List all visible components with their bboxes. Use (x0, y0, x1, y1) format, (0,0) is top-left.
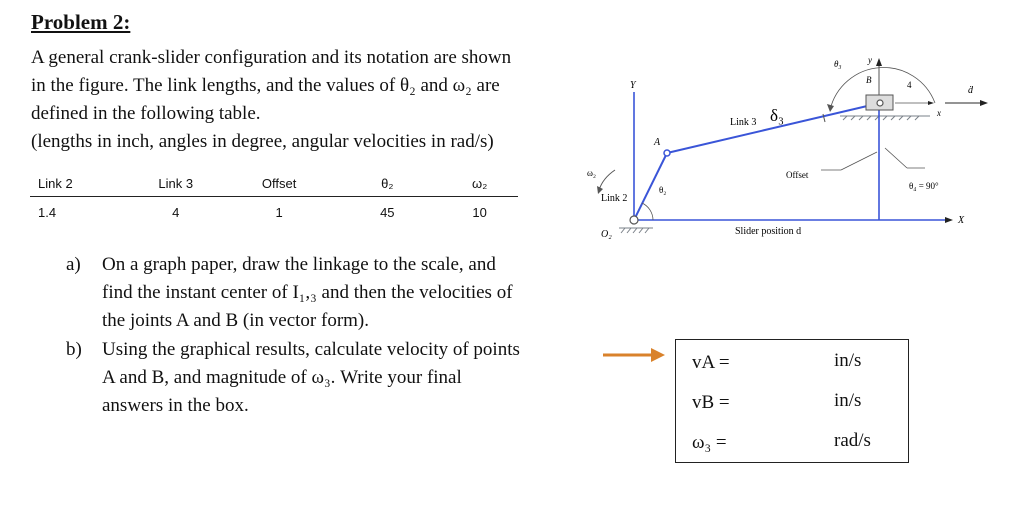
omega2-arrow-icon (599, 170, 615, 190)
table-header-row (30, 170, 518, 197)
answer-omega3-unit: rad/s (834, 430, 871, 451)
pivot-a (664, 150, 670, 156)
link3-label: Link 3 (730, 117, 757, 128)
pointer-arrow-icon (603, 345, 667, 365)
theta2-arc (642, 203, 653, 220)
d-dot-arrow-icon (980, 100, 988, 106)
ground-hatch-slider (840, 116, 930, 120)
offset-label: Offset (786, 170, 809, 180)
value-omega2: 10 (472, 204, 487, 220)
parameter-table (30, 170, 518, 227)
local-y-arrow-icon (876, 58, 882, 66)
theta2-label: θ₂ (659, 185, 667, 195)
slider-position-label: Slider position d (735, 226, 802, 237)
x-axis-arrow-icon (945, 217, 953, 223)
value-link3: 4 (172, 204, 180, 220)
question-a-line-3: the joints A and B (in vector form). (102, 310, 370, 331)
answer-vb-unit: in/s (834, 390, 862, 411)
intro-line-3: defined in the following table. (31, 103, 261, 124)
question-a-line-1: On a graph paper, draw the linkage to the scale, and (102, 254, 496, 275)
local-x-label: x (937, 108, 941, 118)
header-theta2: θ₂ (333, 170, 441, 197)
theta3-label: θ₃ (834, 59, 842, 69)
theta4-pointer (885, 148, 907, 168)
intro-line-2: in the figure. The link lengths, and the values of θ₂ and ω₂ are (31, 75, 500, 96)
question-a-label: a) (66, 254, 81, 275)
value-link2: 1.4 (38, 204, 57, 220)
header-link3: Link 3 (127, 170, 225, 197)
d-dot-label: ḋ (968, 85, 973, 96)
answer-va-label: vA = (692, 352, 730, 373)
y-axis-label: Y (630, 80, 636, 91)
intro-line-1: A general crank-slider configuration and its notation are shown (31, 47, 512, 68)
answer-omega3-label: ω₃ = (692, 432, 727, 453)
question-b-line-2: A and B, and magnitude of ω₃. Write your final (102, 367, 462, 388)
link4-label: 4 (907, 80, 912, 90)
omega2-label: ω₂ (587, 168, 597, 178)
table-row (30, 197, 518, 228)
link2-label: Link 2 (601, 193, 628, 204)
answer-box (675, 339, 909, 463)
intro-line-4: (lengths in inch, angles in degree, angular velocities in rad/s) (31, 131, 494, 152)
pivot-b (877, 100, 883, 106)
o2-label: O₂ (601, 229, 612, 240)
answer-va-unit: in/s (834, 350, 862, 371)
crank-slider-diagram (585, 40, 995, 250)
problem-title: Problem 2: (31, 10, 131, 34)
question-b-line-3: answers in the box. (102, 395, 249, 416)
point-b-label: B (866, 75, 872, 85)
pivot-o2 (630, 216, 638, 224)
point-a-label: A (654, 137, 661, 148)
question-b-label: b) (66, 339, 82, 360)
ground-hatch-o2 (619, 228, 653, 233)
local-y-label: y (868, 55, 872, 65)
question-b-line-1: Using the graphical results, calculate velocity of points (102, 339, 520, 360)
value-offset: 1 (275, 204, 283, 220)
value-theta2: 45 (380, 204, 395, 220)
theta3-arrow-icon (827, 104, 834, 112)
x-axis-label: X (958, 215, 965, 226)
theta4-label: θ₄ = 90° (909, 181, 939, 191)
offset-pointer (841, 152, 877, 170)
question-a-line-2: find the instant center of I₁,₃ and then the velocities of (102, 282, 513, 303)
delta3-label: δ₃ (770, 106, 784, 125)
local-x-arrow-icon (928, 101, 934, 105)
header-omega2: ω₂ (441, 170, 518, 197)
answer-vb-label: vB = (692, 392, 730, 413)
header-link2: Link 2 (30, 170, 127, 197)
header-offset: Offset (225, 170, 333, 197)
